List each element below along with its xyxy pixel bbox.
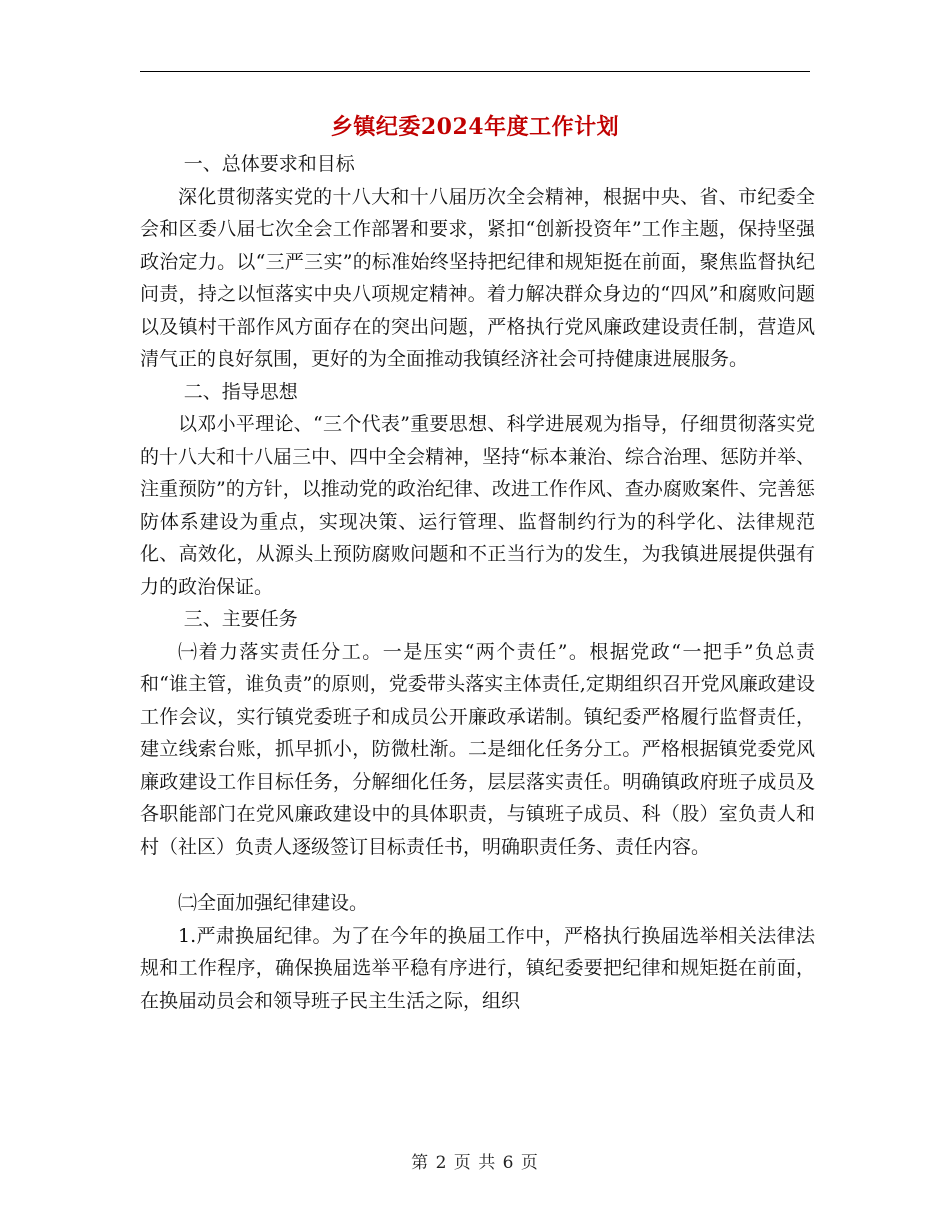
document-body	[140, 148, 815, 1017]
paragraph-election-discipline: 1.严肃换届纪律。为了在今年的换届工作中，严格执行换届选举相关法律法规和工作程序，确保换届选举平稳有序进行，镇纪委要把纪律和规矩挺在前面，在换届动员会和领导班子民主生活之际，组织	[140, 924, 815, 1012]
paragraph-gap	[140, 863, 815, 887]
section-heading-1: 一、总体要求和目标	[183, 153, 355, 175]
paragraph-discipline-heading: ㈡全面加强纪律建设。	[178, 892, 369, 914]
section-heading-2: 二、指导思想	[183, 380, 298, 403]
paragraph-guiding-ideology: 以邓小平理论、“三个代表”重要思想、科学进展观为指导，仔细贯彻落实党的十八大和十八届三中、四中全会精神，坚持“标本兼治、综合治理、惩防并举、注重预防”的方针，以推动党的政治纪律、改进工作作风、查办腐败案件、完善惩防体系建设为重点，实现决策、运行管理、监督制约行为的科学化、法律规范化、高效化，从源头上预防腐败问题和不正当行为的发生，为我镇进展提供强有力的政治保证。	[140, 413, 815, 598]
paragraph-responsibility: ㈠着力落实责任分工。一是压实“两个责任”。根据党政“一把手”负总责和“谁主管，谁负责”的原则，党委带头落实主体责任,定期组织召开党风廉政建设工作会议，实行镇党委班子和成员公开廉政承诺制。镇纪委严格履行监督责任，建立线索台账，抓早抓小，防微杜渐。二是细化任务分工。严格根据镇党委党风廉政建设工作目标任务，分解细化任务，层层落实责任。明确镇政府班子成员及各职能部门在党风廉政建设中的具体职责，与镇班子成员、科（股）室负责人和村（社区）负责人逐级签订目标责任书，明确职责任务、责任内容。	[140, 640, 815, 858]
document-title: 乡镇纪委2024年度工作计划	[330, 114, 620, 140]
paragraph-goals: 深化贯彻落实党的十八大和十八届历次全会精神，根据中央、省、市纪委全会和区委八届七次全会工作部署和要求，紧扣“创新投资年”工作主题，保持坚强政治定力。以“三严三实”的标准始终坚持把纪律和规矩挺在前面，聚焦监督执纪问责，持之以恒落实中央八项规定精神。着力解决群众身边的“四风”和腐败问题以及镇村干部作风方面存在的突出问题，严格执行党风廉政建设责任制，营造风清气正的良好氛围，更好的为全面推动我镇经济社会可持健康进展服务。	[140, 185, 815, 370]
section-heading-3: 三、主要任务	[183, 608, 298, 630]
page-footer: 第 2 页 共 6 页	[411, 1153, 539, 1173]
header-rule	[140, 71, 810, 72]
